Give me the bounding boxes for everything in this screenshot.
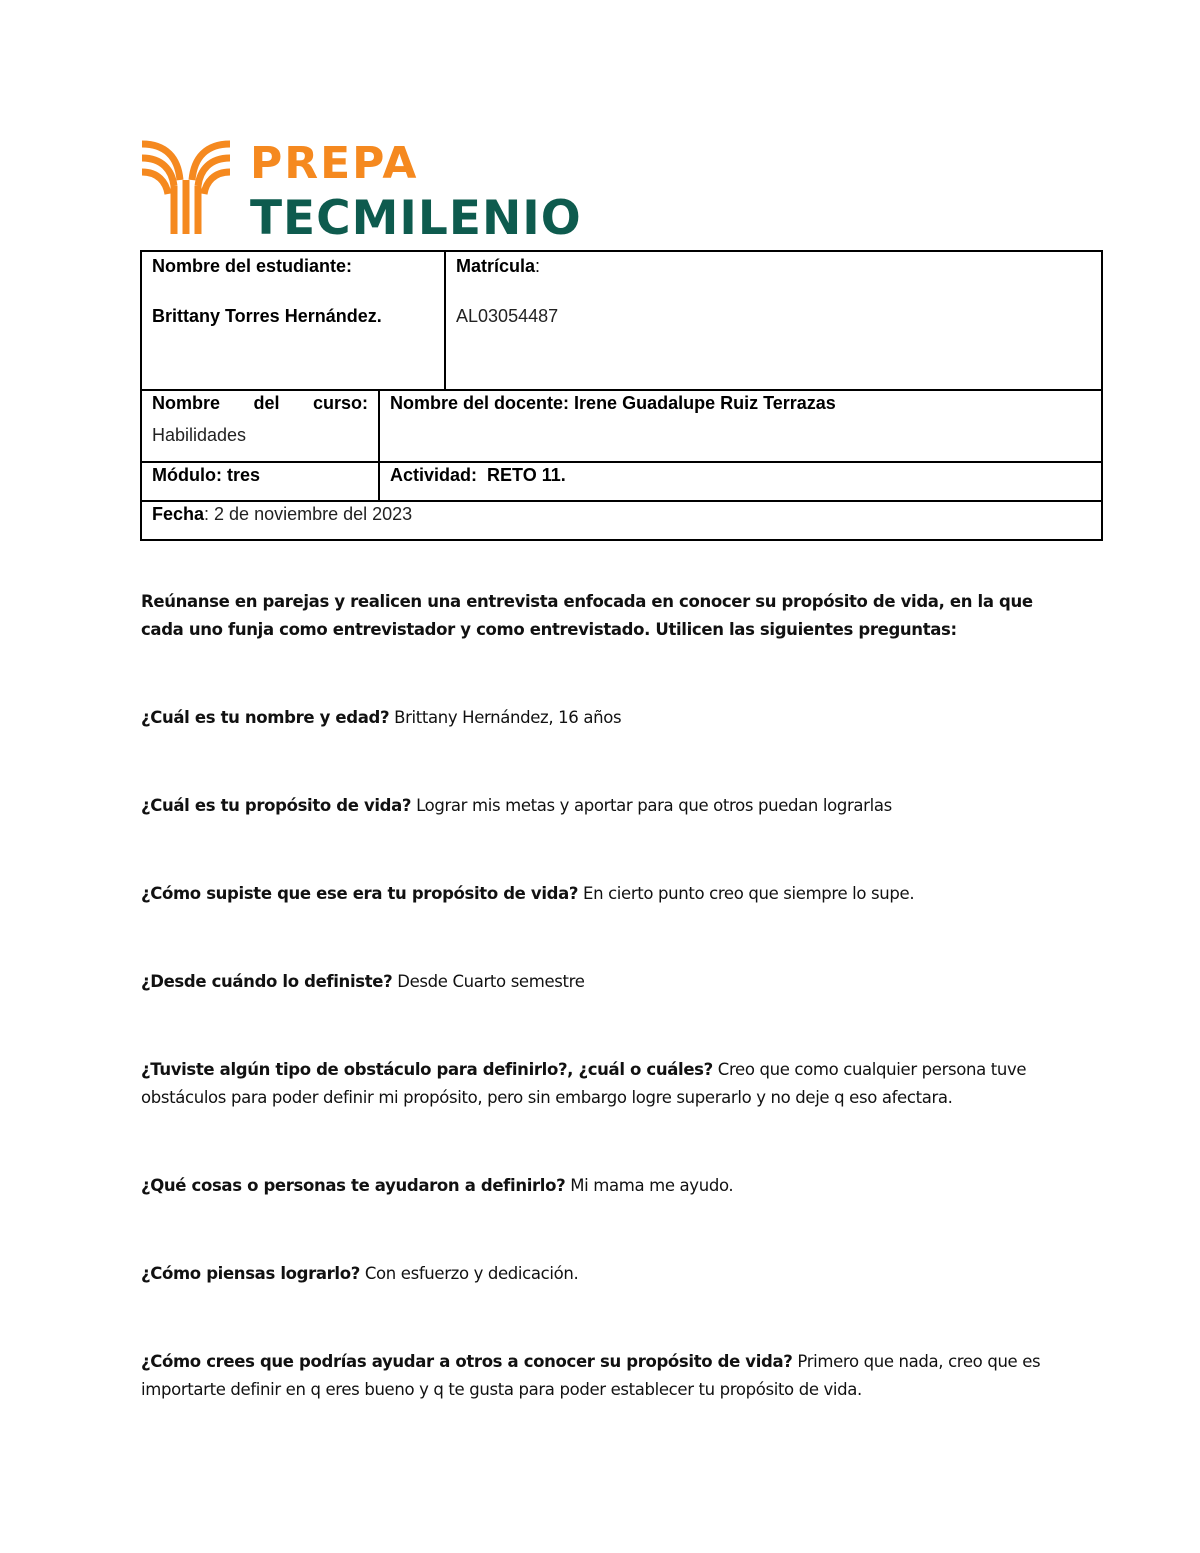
qa-item xyxy=(141,1172,1071,1200)
activity-value: RETO 11. xyxy=(487,465,566,485)
qa-item xyxy=(141,1056,1071,1112)
course-name-cell xyxy=(141,390,379,462)
answer: Con esfuerzo y dedicación. xyxy=(364,1264,579,1283)
student-name-label: Nombre del estudiante: xyxy=(152,256,353,276)
logo-text-prepa: PREPA xyxy=(250,138,419,189)
matricula-cell xyxy=(445,251,1102,390)
qa-item xyxy=(141,792,1071,820)
course-label-word-3: curso: xyxy=(312,393,368,413)
course-label-word-2: del xyxy=(253,393,280,413)
qa-item xyxy=(141,880,1071,908)
question: ¿Cuál es tu nombre y edad? xyxy=(141,708,390,727)
student-name-value: Brittany Torres Hernández. xyxy=(152,306,382,326)
date-value: : 2 de noviembre del 2023 xyxy=(204,504,413,524)
answer: Mi mama me ayudo. xyxy=(570,1176,734,1195)
answer: En cierto punto creo que siempre lo supe. xyxy=(583,884,915,903)
matricula-label: Matrícula xyxy=(456,256,536,276)
date-label: Fecha xyxy=(152,504,205,524)
question: ¿Cómo supiste que ese era tu propósito de vida? xyxy=(141,884,579,903)
question: ¿Desde cuándo lo definiste? xyxy=(141,972,393,991)
teacher-cell xyxy=(379,390,1102,462)
question: ¿Qué cosas o personas te ayudaron a definirlo? xyxy=(141,1176,566,1195)
module-cell xyxy=(141,462,379,501)
teacher-label: Nombre del docente: xyxy=(390,393,570,413)
answer: Desde Cuarto semestre xyxy=(397,972,585,991)
logo-text-tecmilenio: TECMILENIO xyxy=(250,191,582,240)
student-name-cell xyxy=(141,251,445,390)
module-value: tres xyxy=(227,465,261,485)
answer: Primero que nada, creo que es importarte definir en q eres bueno y q te gusta para poder establecer tu propósito de vida. xyxy=(141,1352,1041,1399)
teacher-value: Irene Guadalupe Ruiz Terrazas xyxy=(574,393,836,413)
answer: Brittany Hernández, 16 años xyxy=(394,708,622,727)
qa-item xyxy=(141,968,1071,996)
logo-mark-icon xyxy=(140,136,620,240)
matricula-colon: : xyxy=(535,256,541,276)
course-label-word-1: Nombre xyxy=(152,393,221,413)
interview-content xyxy=(141,588,1071,1404)
question: ¿Tuviste algún tipo de obstáculo para definirlo?, ¿cuál o cuáles? xyxy=(141,1060,713,1079)
instructions-paragraph: Reúnanse en parejas y realicen una entrevista enfocada en conocer su propósito de vida, en la que cada uno funja como entrevistador y como entrevistado. Utilicen las siguientes preguntas: xyxy=(141,592,1033,639)
qa-item xyxy=(141,704,1071,732)
question: ¿Cómo piensas lograrlo? xyxy=(141,1264,360,1283)
matricula-value: AL03054487 xyxy=(456,306,559,326)
date-cell xyxy=(141,501,1102,540)
course-name-value: Habilidades xyxy=(152,425,247,445)
module-label: Módulo: xyxy=(152,465,222,485)
qa-item xyxy=(141,1348,1071,1404)
answer: Lograr mis metas y aportar para que otros puedan lograrlas xyxy=(416,796,892,815)
qa-item xyxy=(141,1260,1071,1288)
activity-cell xyxy=(379,462,1102,501)
answer: Creo que como cualquier persona tuve obstáculos para poder definir mi propósito, pero sin embargo logre superarlo y no deje q eso afectara. xyxy=(141,1060,1027,1107)
student-info-table xyxy=(140,250,1103,541)
question: ¿Cómo crees que podrías ayudar a otros a conocer su propósito de vida? xyxy=(141,1352,793,1371)
activity-label: Actividad: xyxy=(390,465,478,485)
question: ¿Cuál es tu propósito de vida? xyxy=(141,796,412,815)
prepa-tecmilenio-logo xyxy=(140,136,620,240)
